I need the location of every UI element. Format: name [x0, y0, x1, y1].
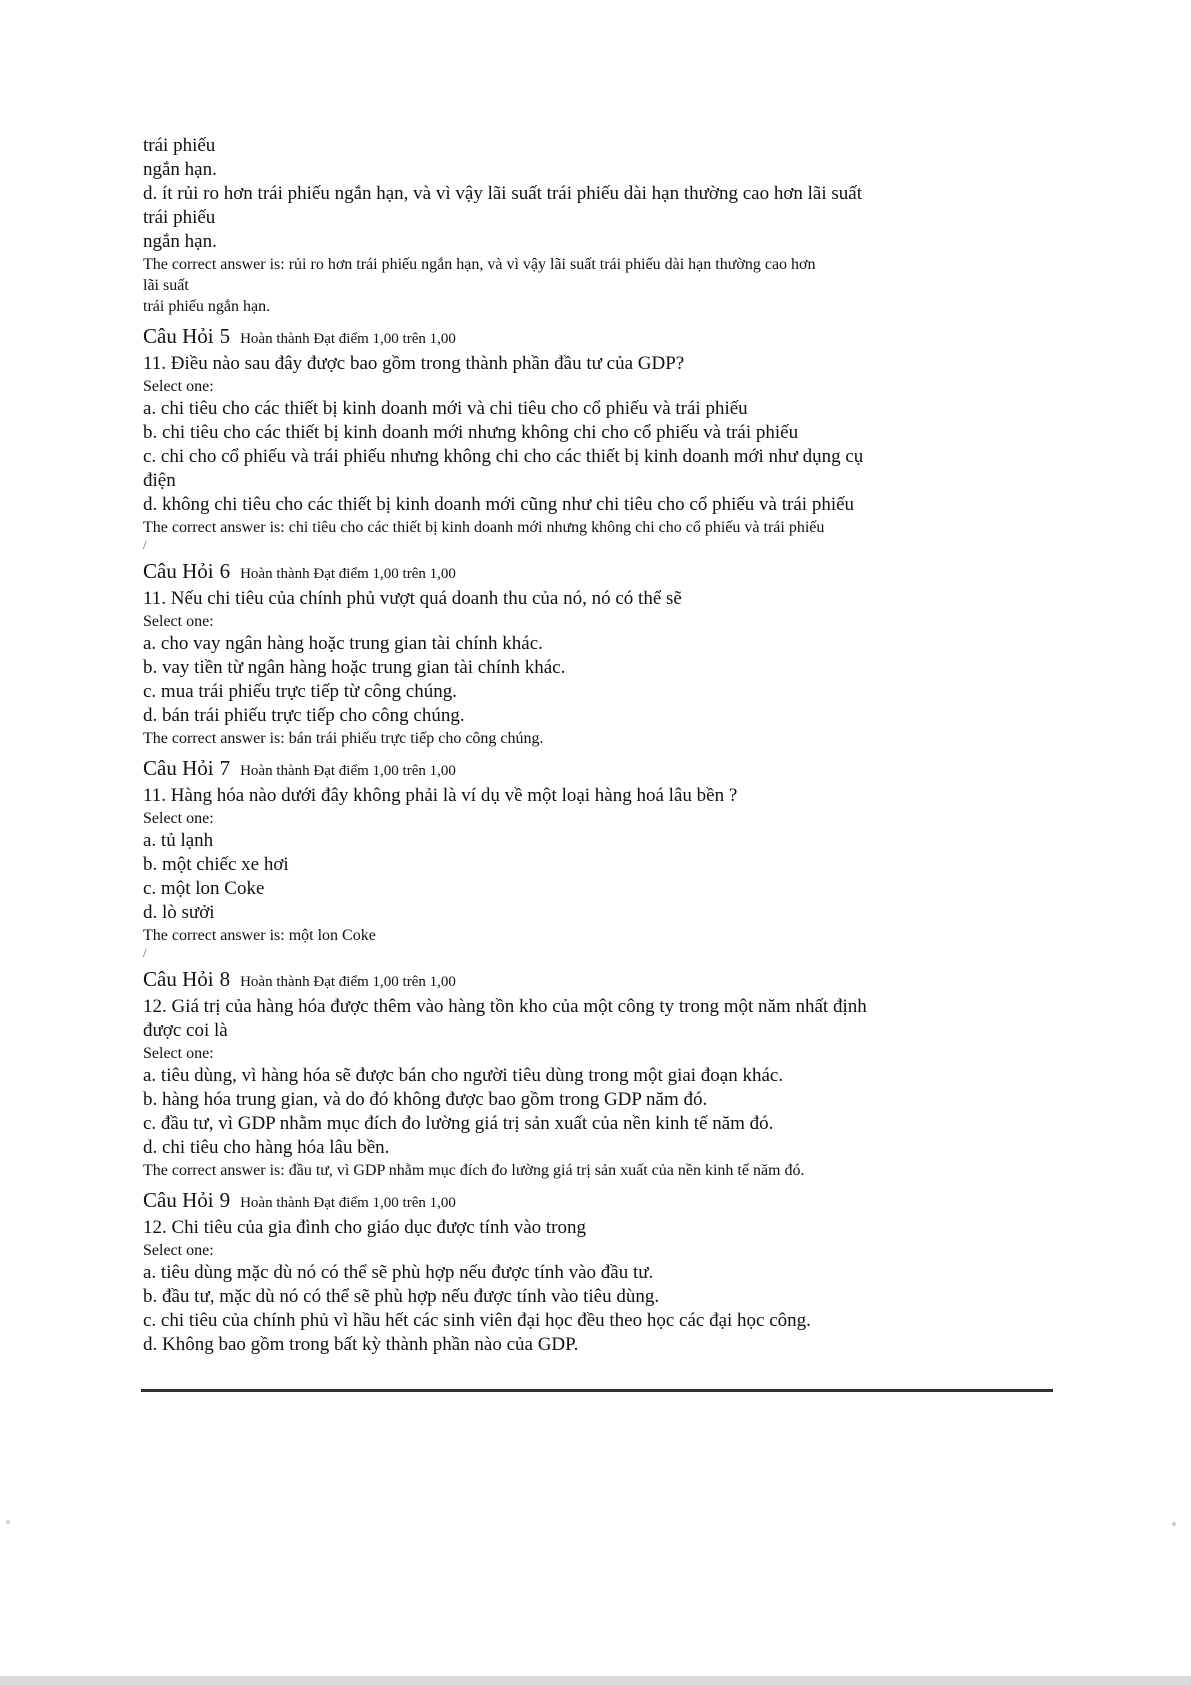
- question-status: Hoàn thành Đạt điểm 1,00 trên 1,00: [240, 1195, 456, 1211]
- select-one-label: Select one:: [143, 1242, 214, 1259]
- answer-option: a. chi tiêu cho các thiết bị kinh doanh mới và chi tiêu cho cổ phiếu và trái phiếu: [143, 398, 748, 419]
- question-header: [143, 755, 1043, 784]
- question-text: 11. Hàng hóa nào dưới đây không phải là ví dụ về một loại hàng hoá lâu bền ?: [143, 785, 738, 806]
- question-list: [143, 323, 1043, 1357]
- answer-option: c. đầu tư, vì GDP nhằm mục đích đo lường giá trị sản xuất của nền kinh tế năm đó.: [143, 1113, 774, 1134]
- question-text: 12. Chi tiêu của gia đình cho giáo dục được tính vào trong: [143, 1217, 587, 1238]
- answer-option: c. chi cho cổ phiếu và trái phiếu nhưng không chi cho các thiết bị kinh doanh mới như dụng cụ: [143, 446, 864, 467]
- question-header: [143, 966, 1043, 995]
- answer-option: c. một lon Coke: [143, 878, 265, 899]
- correct-answer-note: The correct answer is: chi tiêu cho các thiết bị kinh doanh mới nhưng không chi cho cổ phiếu và trái phiếu: [143, 519, 825, 536]
- scan-edge: [0, 1676, 1191, 1685]
- select-one-label: Select one:: [143, 378, 214, 395]
- select-one-label: Select one:: [143, 1045, 214, 1062]
- question-number: 6: [219, 559, 231, 583]
- answer-option: b. vay tiền từ ngân hàng hoặc trung gian tài chính khác.: [143, 657, 566, 678]
- question-text: điện: [143, 470, 176, 491]
- answer-option: d. bán trái phiếu trực tiếp cho công chúng.: [143, 705, 465, 726]
- separator-mark: /: [143, 945, 147, 960]
- question-status: Hoàn thành Đạt điểm 1,00 trên 1,00: [240, 331, 456, 347]
- text-line: d. ít rủi ro hơn trái phiếu ngắn hạn, và vì vậy lãi suất trái phiếu dài hạn thường cao hơn lãi suất: [143, 183, 862, 204]
- question-block: [143, 966, 1043, 1181]
- bottom-divider: [141, 1389, 1053, 1392]
- question-label: Câu Hỏi: [143, 1188, 214, 1212]
- text-line: trái phiếu: [143, 135, 216, 156]
- correct-answer-note: The correct answer is: bán trái phiếu trực tiếp cho công chúng.: [143, 730, 544, 747]
- answer-option: d. không chi tiêu cho các thiết bị kinh doanh mới cũng như chi tiêu cho cổ phiếu và trái phiếu: [143, 494, 855, 515]
- answer-option: b. đầu tư, mặc dù nó có thể sẽ phù hợp nếu được tính vào tiêu dùng.: [143, 1286, 660, 1307]
- answer-option: c. mua trái phiếu trực tiếp từ công chúng.: [143, 681, 457, 702]
- answer-option: b. chi tiêu cho các thiết bị kinh doanh mới nhưng không chi cho cổ phiếu và trái phiếu: [143, 422, 799, 443]
- question-label: Câu Hỏi: [143, 756, 214, 780]
- correct-answer-note: The correct answer is: đầu tư, vì GDP nhằm mục đích đo lường giá trị sản xuất của nền kinh tế năm đó.: [143, 1162, 805, 1179]
- answer-option: b. hàng hóa trung gian, và do đó không được bao gồm trong GDP năm đó.: [143, 1089, 708, 1110]
- text-line: ngắn hạn.: [143, 159, 217, 180]
- select-one-label: Select one:: [143, 613, 214, 630]
- answer-option: a. cho vay ngân hàng hoặc trung gian tài chính khác.: [143, 633, 543, 654]
- select-one-label: Select one:: [143, 810, 214, 827]
- correct-answer-note: The correct answer is: một lon Coke: [143, 927, 376, 944]
- question-block: [143, 755, 1043, 960]
- text-line: lãi suất: [143, 277, 189, 294]
- question-block: [143, 323, 1043, 552]
- question-number: 7: [219, 756, 231, 780]
- answer-option: d. lò sưởi: [143, 902, 215, 923]
- question-number: 5: [219, 324, 231, 348]
- answer-option: a. tiêu dùng mặc dù nó có thể sẽ phù hợp nếu được tính vào đầu tư.: [143, 1262, 654, 1283]
- question-text: được coi là: [143, 1020, 228, 1041]
- answer-option: d. chi tiêu cho hàng hóa lâu bền.: [143, 1137, 390, 1158]
- question-block: [143, 1187, 1043, 1357]
- question-header: [143, 558, 1043, 587]
- page-content: [143, 134, 1043, 1357]
- scan-speck: [1172, 1522, 1176, 1526]
- text-line: ngắn hạn.: [143, 231, 217, 252]
- text-line: The correct answer is: rủi ro hơn trái phiếu ngắn hạn, và vì vậy lãi suất trái phiếu dài hạn thường cao hơn: [143, 256, 816, 273]
- answer-option: a. tủ lạnh: [143, 830, 214, 851]
- question-text: 11. Nếu chi tiêu của chính phủ vượt quá doanh thu của nó, nó có thể sẽ: [143, 588, 682, 609]
- question-text: 11. Điều nào sau đây được bao gồm trong thành phần đầu tư của GDP?: [143, 353, 685, 374]
- text-line: trái phiếu ngắn hạn.: [143, 298, 271, 315]
- question-header: [143, 1187, 1043, 1216]
- question-number: 9: [219, 1188, 231, 1212]
- question-label: Câu Hỏi: [143, 324, 214, 348]
- text-line: trái phiếu: [143, 207, 216, 228]
- question-text: 12. Giá trị của hàng hóa được thêm vào hàng tồn kho của một công ty trong một năm nhất định: [143, 996, 867, 1017]
- answer-option: b. một chiếc xe hơi: [143, 854, 289, 875]
- previous-question-tail: [143, 134, 1043, 317]
- answer-option: c. chi tiêu của chính phủ vì hầu hết các sinh viên đại học đều theo học các đại học công.: [143, 1310, 811, 1331]
- scan-speck: [6, 1520, 10, 1524]
- question-status: Hoàn thành Đạt điểm 1,00 trên 1,00: [240, 974, 456, 990]
- question-label: Câu Hỏi: [143, 967, 214, 991]
- answer-option: d. Không bao gồm trong bất kỳ thành phần nào của GDP.: [143, 1334, 579, 1355]
- question-status: Hoàn thành Đạt điểm 1,00 trên 1,00: [240, 566, 456, 582]
- question-header: [143, 323, 1043, 352]
- question-number: 8: [219, 967, 231, 991]
- question-label: Câu Hỏi: [143, 559, 214, 583]
- question-status: Hoàn thành Đạt điểm 1,00 trên 1,00: [240, 763, 456, 779]
- question-block: [143, 558, 1043, 749]
- answer-option: a. tiêu dùng, vì hàng hóa sẽ được bán cho người tiêu dùng trong một giai đoạn khác.: [143, 1065, 784, 1086]
- separator-mark: /: [143, 537, 147, 552]
